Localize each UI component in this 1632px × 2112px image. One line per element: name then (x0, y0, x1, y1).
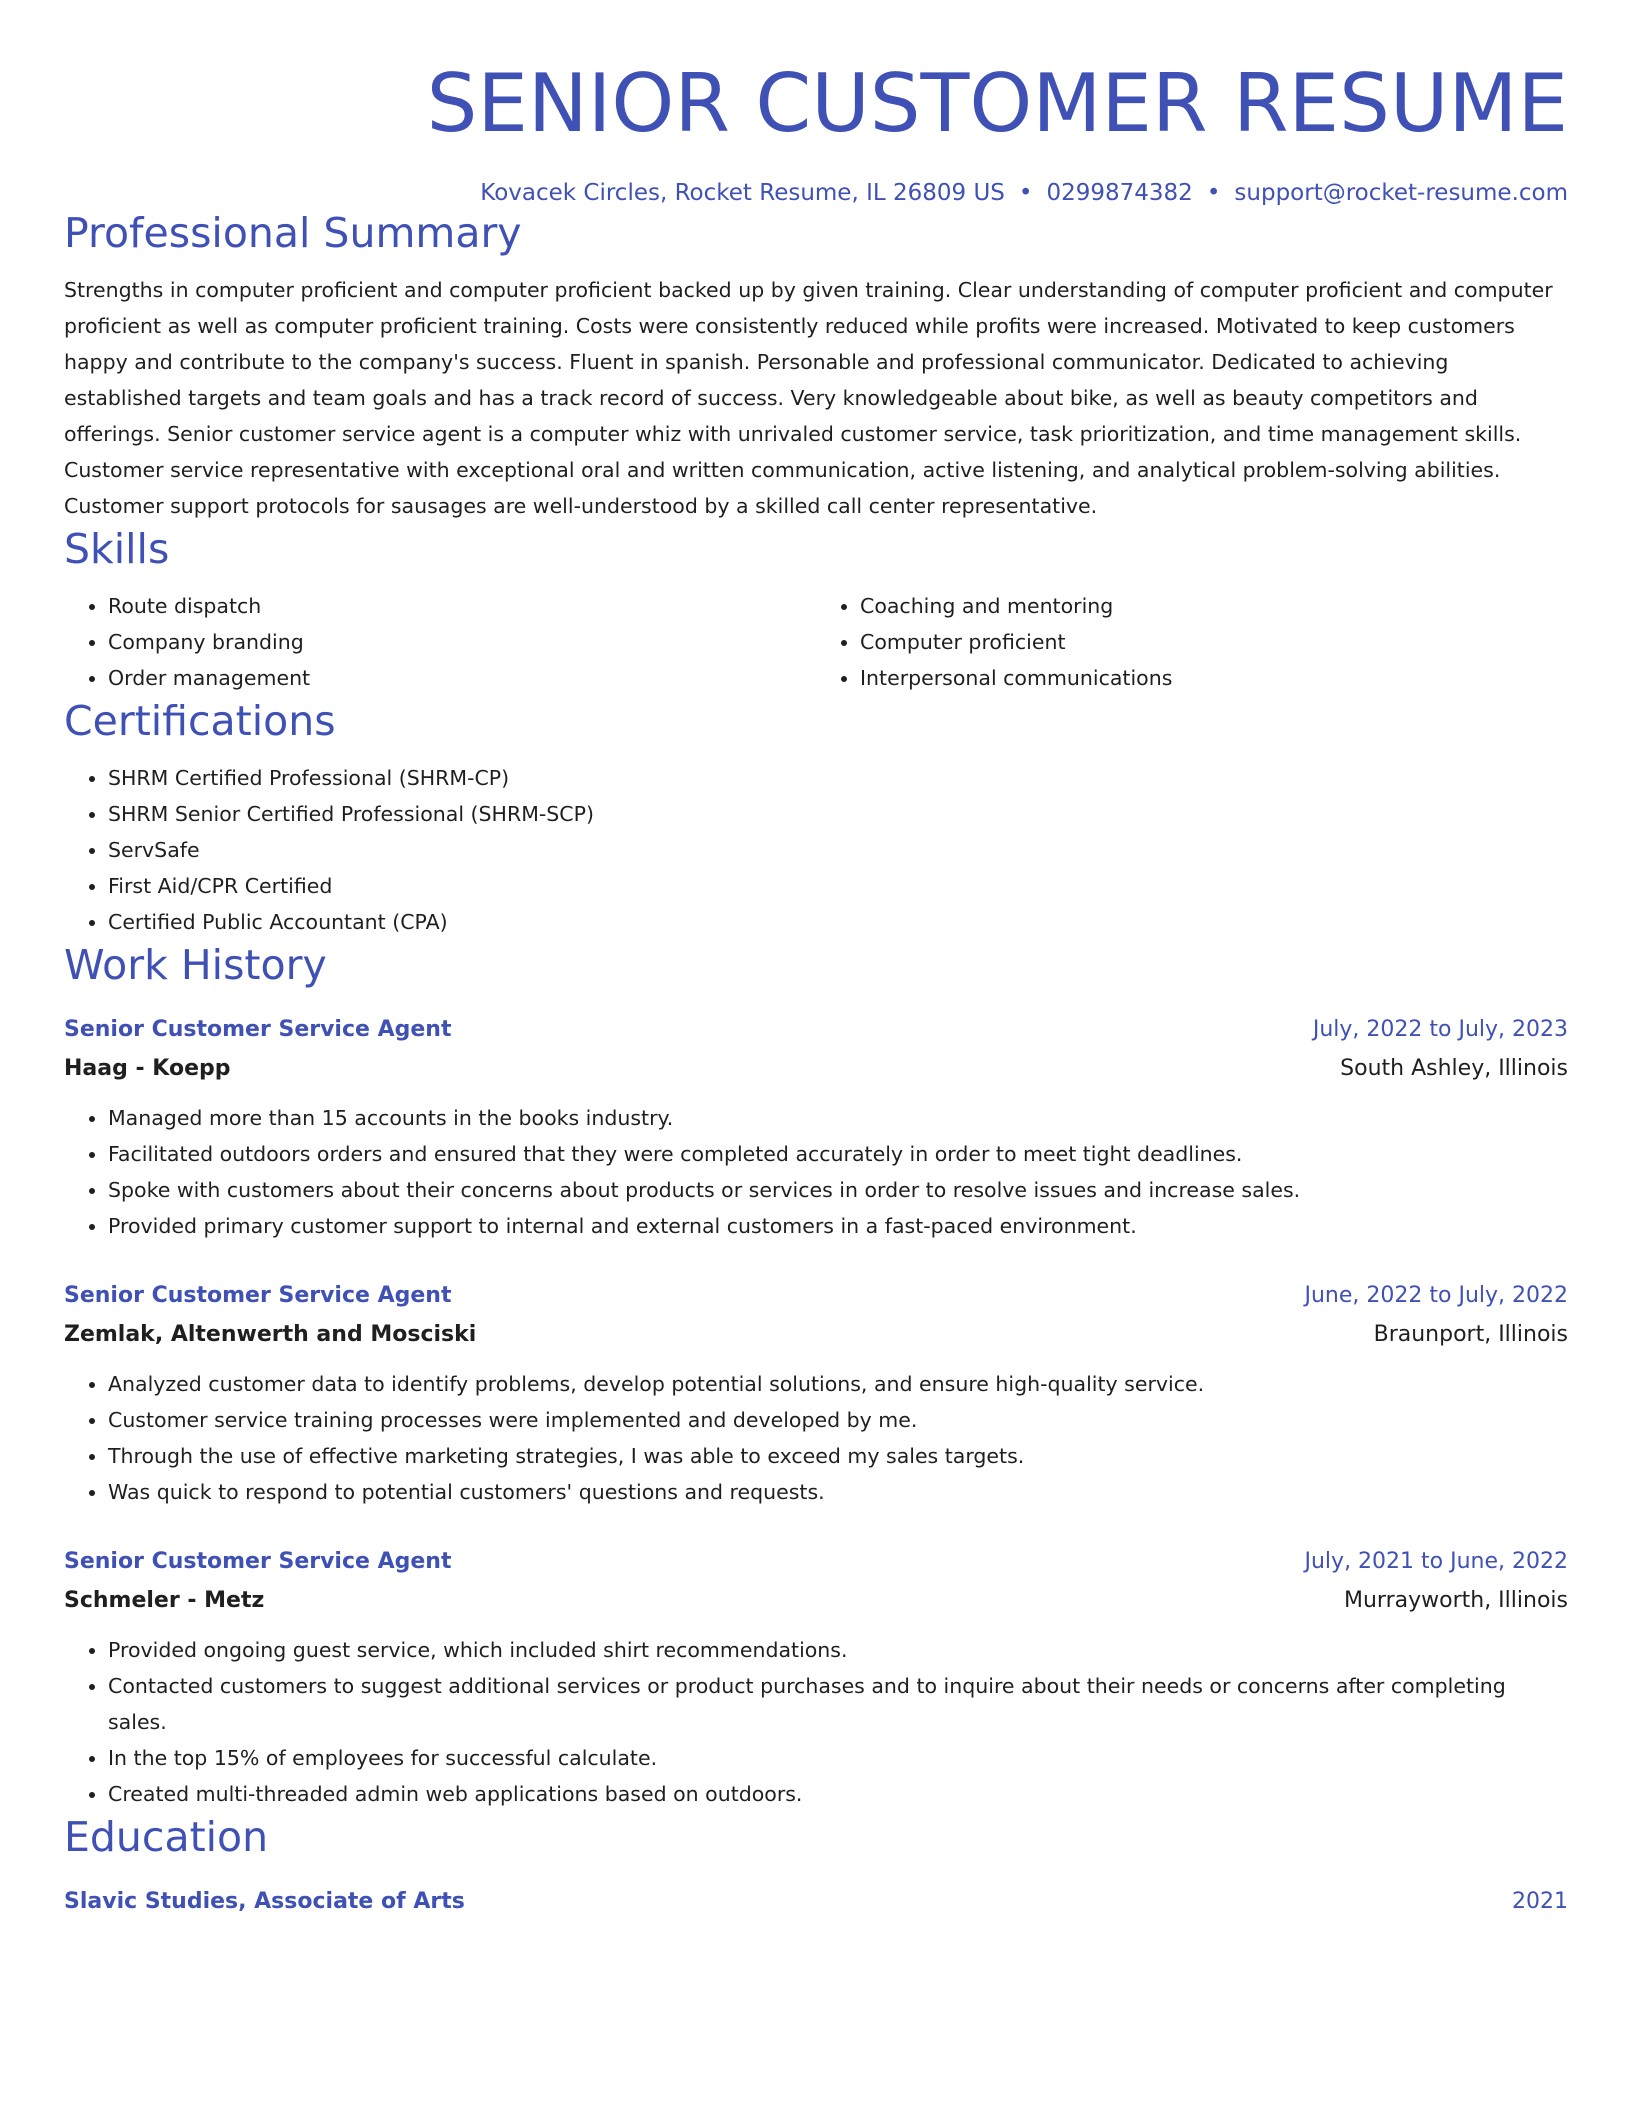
job-company: Schmeler - Metz (64, 1588, 265, 1613)
job-entry (64, 1542, 1568, 1812)
job-bullet: • Contacted customers to suggest additional services or product purchases and to inquire about their needs or concerns after completing sales. (108, 1668, 1568, 1740)
skill-item: • Interpersonal communications (860, 660, 1568, 696)
contact-separator: • (1206, 180, 1221, 206)
job-title: Senior Customer Service Agent (64, 1017, 452, 1042)
certification-item: • ServSafe (108, 832, 1568, 868)
skill-item: • Coaching and mentoring (860, 588, 1568, 624)
job-subheader (64, 1050, 1568, 1088)
contact-separator: • (1018, 180, 1033, 206)
skill-item: • Computer proficient (860, 624, 1568, 660)
job-title: Senior Customer Service Agent (64, 1549, 452, 1574)
contact-address: Kovacek Circles, Rocket Resume, IL 26809 US (480, 180, 1005, 206)
job-company: Haag - Koepp (64, 1056, 231, 1081)
certifications-list (64, 760, 1568, 940)
summary-heading: Professional Summary (64, 209, 522, 257)
job-title: Senior Customer Service Agent (64, 1283, 452, 1308)
education-year: 2021 (1512, 1889, 1568, 1914)
job-dates: July, 2022 to July, 2023 (1312, 1017, 1568, 1042)
job-bullet: • Managed more than 15 accounts in the books industry. (108, 1100, 1568, 1136)
job-bullet: • Was quick to respond to potential customers' questions and requests. (108, 1474, 1568, 1510)
job-header (64, 1276, 1568, 1316)
job-bullets (64, 1366, 1568, 1510)
job-bullet: • Spoke with customers about their concerns about products or services in order to resolve issues and increase sales. (108, 1172, 1568, 1208)
skills-list-left (64, 588, 816, 696)
job-dates: July, 2021 to June, 2022 (1304, 1549, 1568, 1574)
certification-item: • SHRM Certified Professional (SHRM-CP) (108, 760, 1568, 796)
job-subheader (64, 1582, 1568, 1620)
resume-title: SENIOR CUSTOMER RESUME (426, 57, 1568, 150)
contact-phone: 0299874382 (1046, 180, 1193, 206)
contact-line (64, 178, 1568, 208)
job-company: Zemlak, Altenwerth and Mosciski (64, 1322, 477, 1347)
education-heading: Education (64, 1813, 269, 1861)
skill-item: • Route dispatch (108, 588, 816, 624)
summary-text: Strengths in computer proficient and computer proficient backed up by given training. Clear understanding of computer proficient and computer proficient as well as computer proficient training. Costs were consistently reduced while profits were increased. Motivated to keep customers happy and contribute to the company's success. Fluent in spanish. Personable and professional communicator. Dedicated to achieving established targets and team goals and has a track record of success. Very knowledgeable about bike, as well as beauty competitors and offerings. Senior customer service agent is a computer whiz with unrivaled customer service, task prioritization, and time management skills. Customer service representative with exceptional oral and written communication, active listening, and analytical problem-solving abilities. Customer support protocols for sausages are well-understood by a skilled call center representative. (64, 278, 1553, 518)
certification-item: • SHRM Senior Certified Professional (SHRM-SCP) (108, 796, 1568, 832)
contact-email: support@rocket-resume.com (1234, 180, 1568, 206)
skill-item: • Order management (108, 660, 816, 696)
job-dates: June, 2022 to July, 2022 (1304, 1283, 1568, 1308)
job-location: Braunport, Illinois (1373, 1322, 1568, 1347)
job-location: South Ashley, Illinois (1340, 1056, 1568, 1081)
job-bullet: • In the top 15% of employees for successful calculate. (108, 1740, 1568, 1776)
job-entry (64, 1010, 1568, 1244)
job-entry (64, 1276, 1568, 1510)
job-bullet: • Facilitated outdoors orders and ensured that they were completed accurately in order to meet tight deadlines. (108, 1136, 1568, 1172)
job-bullets (64, 1632, 1568, 1812)
certifications-heading: Certifications (64, 697, 336, 745)
job-header (64, 1542, 1568, 1582)
job-bullet: • Analyzed customer data to identify problems, develop potential solutions, and ensure high-quality service. (108, 1366, 1568, 1402)
job-bullet: • Created multi-threaded admin web applications based on outdoors. (108, 1776, 1568, 1812)
skills-grid (64, 588, 1568, 696)
job-location: Murrayworth, Illinois (1344, 1588, 1568, 1613)
education-entry (64, 1882, 1568, 1922)
skills-heading: Skills (64, 525, 170, 573)
certification-item: • Certified Public Accountant (CPA) (108, 904, 1568, 940)
job-bullet: • Through the use of effective marketing strategies, I was able to exceed my sales targets. (108, 1438, 1568, 1474)
job-bullet: • Provided ongoing guest service, which included shirt recommendations. (108, 1632, 1568, 1668)
work-history-heading: Work History (64, 941, 327, 989)
job-bullets (64, 1100, 1568, 1244)
education-degree: Slavic Studies, Associate of Arts (64, 1889, 465, 1914)
resume-page (64, 0, 1568, 1922)
job-bullet: • Customer service training processes were implemented and developed by me. (108, 1402, 1568, 1438)
skills-list-right (816, 588, 1568, 696)
job-header (64, 1010, 1568, 1050)
job-subheader (64, 1316, 1568, 1354)
certification-item: • First Aid/CPR Certified (108, 868, 1568, 904)
skill-item: • Company branding (108, 624, 816, 660)
job-bullet: • Provided primary customer support to internal and external customers in a fast-paced environment. (108, 1208, 1568, 1244)
